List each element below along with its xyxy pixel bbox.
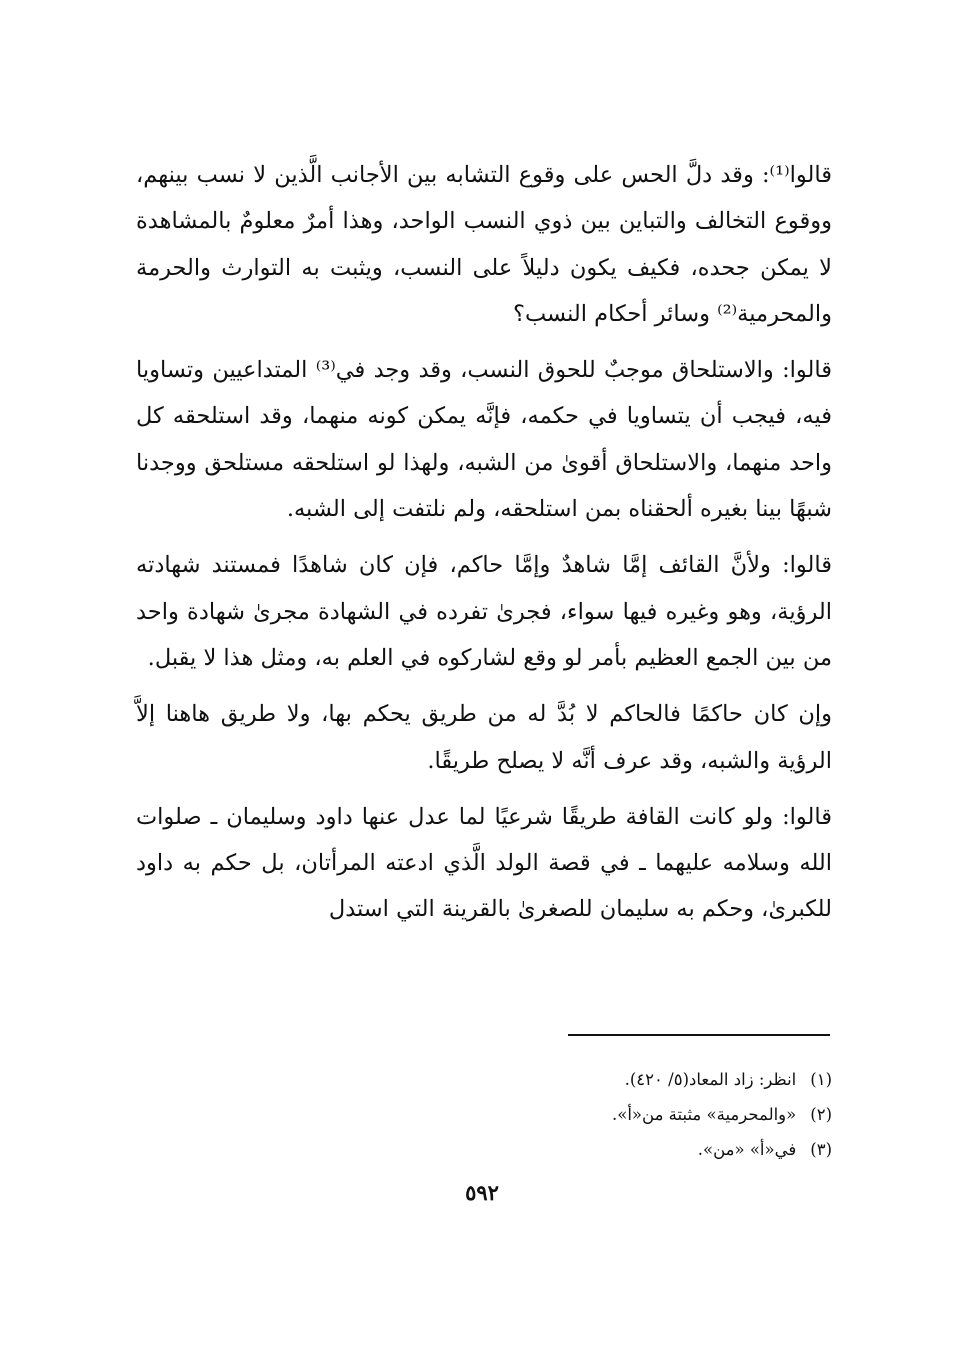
footnote-number: (١) bbox=[810, 1070, 832, 1089]
main-text bbox=[136, 152, 832, 933]
footnote-text: انظر: زاد المعاد(٥/ ٤٢٠). bbox=[624, 1070, 797, 1089]
footnote-separator bbox=[568, 1034, 830, 1036]
footnote-1 bbox=[360, 1062, 832, 1097]
footnote-3 bbox=[360, 1132, 832, 1167]
paragraph-4: وإن كان حاكمًا فالحاكم لا بُدَّ له من طريق يحكم بها، ولا طريق هاهنا إلاَّ الرؤية والشبه، وقد عرف أنَّه لا يصلح طريقًا. bbox=[136, 701, 832, 774]
paragraph-5: قالوا: ولو كانت القافة طريقًا شرعيًا لما عدل عنها داود وسليمان ـ صلوات الله وسلامه عليهما ـ في قصة الولد الَّذي ادعته المرأتان، بل حكم به داود للكبرىٰ، وحكم به سليمان للصغرىٰ بالقرينة التي استدل bbox=[136, 803, 832, 923]
footnote-number: (٢) bbox=[810, 1105, 832, 1124]
footnote-number: (٣) bbox=[810, 1140, 832, 1159]
footnote-2 bbox=[360, 1097, 832, 1132]
page-number: ٥٩٢ bbox=[465, 1180, 499, 1205]
footnotes bbox=[360, 1062, 832, 1167]
paragraph-3: قالوا: ولأنَّ القائف إمَّا شاهدٌ وإمَّا حاكم، فإن كان شاهدًا فمستند شهادته الرؤية، وهو وغيره فيها سواء، فجرىٰ تفرده في الشهادة مجرىٰ شهادة واحد من بين الجمع العظيم بأمر لو وقع لشاركوه في العلم به، ومثل هذا لا يقبل. bbox=[136, 552, 832, 671]
footnote-text: «والمحرمية» مثبتة من«أ». bbox=[611, 1105, 797, 1124]
paragraph-1: قالوا⁽¹⁾: وقد دلَّ الحس على وقوع التشابه بين الأجانب الَّذين لا نسب بينهم، ووقوع التخالف والتباين بين ذوي النسب الواحد، وهذا أمرٌ معلومٌ بالمشاهدة لا يمكن جحده، فكيف يكون دليلاً على النسب، ويثبت به التوارث والحرمة والمحرمية⁽²⁾ وسائر أحكام النسب؟ bbox=[136, 162, 832, 327]
paragraph-2: قالوا: والاستلحاق موجبٌ للحوق النسب، وقد وجد في⁽³⁾ المتداعيين وتساويا فيه، فيجب أن يتساويا في حكمه، فإنَّه يمكن كونه منهما، وقد استلحقه كل واحد منهما، والاستلحاق أقوىٰ من الشبه، ولهذا لو استلحقه مستلحق ووجدنا شبهًا بينا بغيره ألحقناه بمن استلحقه، ولم نلتفت إلى الشبه. bbox=[136, 357, 833, 523]
footnote-text: في«أ» «من». bbox=[697, 1140, 797, 1159]
